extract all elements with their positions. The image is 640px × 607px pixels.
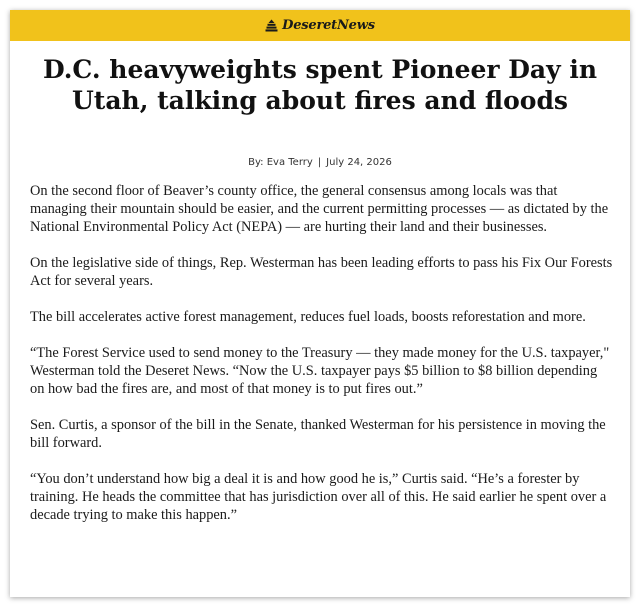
deseret-news-logo[interactable] <box>10 10 630 41</box>
article-paragraph: On the second floor of Beaver’s county office, the general consensus among locals was that managing their mountain should be easier, and the current permitting processes — as dictated by the National Environmental Policy Act (NEPA) — are hurting their land and their businesses. <box>30 183 609 235</box>
logo-text: DeseretNews <box>282 18 375 33</box>
article-paragraph: “The Forest Service used to send money to the Treasury — they made money for the U.S. taxpayer," Westerman told the Deseret News. “Now the U.S. taxpayer pays $5 billion to $8 billion depending on how bad the fires are, and most of that money is to put fires out.” <box>30 345 610 397</box>
article-body <box>30 182 615 542</box>
byline <box>10 156 630 170</box>
article-paragraph: The bill accelerates active forest management, reduces fuel loads, boosts reforestation and more. <box>30 309 586 325</box>
masthead-bar <box>10 10 630 41</box>
article-card <box>10 10 630 597</box>
byline-author: By: Eva Terry <box>248 157 313 168</box>
byline-separator: | <box>317 157 322 168</box>
article-paragraph: Sen. Curtis, a sponsor of the bill in the Senate, thanked Westerman for his persistence in moving the bill forward. <box>30 417 606 451</box>
article-paragraph: “You don’t understand how big a deal it is and how good he is,” Curtis said. “He’s a forester by training. He heads the committee that has jurisdiction over all of this. He said earlier he spent over a decade trying to make this happen.” <box>30 471 607 523</box>
article-paragraph: On the legislative side of things, Rep. Westerman has been leading efforts to pass his Fix Our Forests Act for several years. <box>30 255 613 289</box>
deseret-temple-icon <box>265 19 278 32</box>
byline-date: July 24, 2026 <box>326 157 392 168</box>
article-headline: D.C. heavyweights spent Pioneer Day in Utah, talking about fires and floods <box>42 55 598 115</box>
